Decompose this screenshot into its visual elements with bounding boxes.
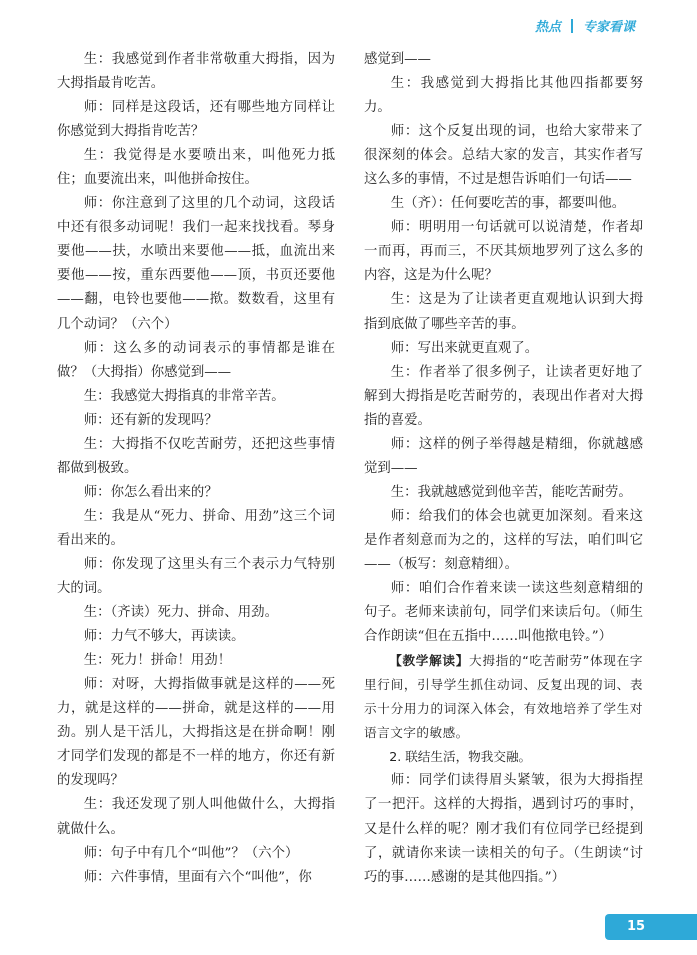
teaching-note — [364, 649, 643, 745]
header-section: 热点 — [534, 20, 561, 35]
paragraph: 师：你注意到了这里的几个动词，这段话中还有很多动词呢！我们一起来找找看。琴身要他——扶，水喷出来要他——抵，血流出来要他——按，重东西要他——顶，书页还要他——翻，电铃也要他——揿。数数看，这里有几个动词？（六个） — [57, 196, 335, 332]
paragraph: 师：还有新的发现吗？ — [83, 412, 218, 428]
paragraph: 生：（齐读）死力、拼命、用劲。 — [83, 605, 278, 621]
paragraph: 生：我感觉到作者非常敬重大拇指，因为大拇指最肯吃苦。 — [57, 52, 335, 92]
paragraph: 生：我感觉到大拇指比其他四指都要努力。 — [364, 76, 643, 116]
paragraph: 师：明明用一句话就可以说清楚，作者却一而再，再而三，不厌其烦地罗列了这么多的内容，这是为什么呢？ — [364, 220, 643, 284]
continued-paragraph: 感觉到—— — [364, 52, 431, 67]
paragraph: 生：我是从“死力、拼命、用劲”这三个词看出来的。 — [57, 508, 335, 548]
paragraph: 师：同样是这段话，还有哪些地方同样让你感觉到大拇指肯吃苦？ — [57, 100, 335, 140]
teaching-note-text: 大拇指的“吃苦耐劳”体现在字里行间，引导学生抓住动词、反复出现的词、表示十分用力的词深入体会，有效地培养了学生对语言文字的敏感。 — [364, 653, 644, 741]
subheading: 2. 联结生活，物我交融。 — [389, 749, 532, 765]
paragraph: 师：这样的例子举得越是精细，你就越感觉到—— — [364, 436, 643, 476]
paragraph: 师：对呀，大拇指做事就是这样的——死力，就是这样的——拼命，就是这样的——用劲。别人是干活儿，大拇指这是在拼命啊！刚才同学们发现的都是不一样的地方，你还有新的发现吗？ — [57, 677, 335, 789]
paragraph: 生（齐）：任何要吃苦的事，都要叫他。 — [390, 196, 626, 212]
paragraph: 生：作者举了很多例子，让读者更好地了解到大拇指是吃苦耐劳的，表现出作者对大拇指的喜爱。 — [364, 364, 643, 428]
paragraph: 生：死力！拼命！用劲！ — [83, 653, 232, 669]
header-separator — [571, 19, 573, 33]
paragraph: 师：同学们读得眉头紧皱，很为大拇指捏了一把汗。这样的大拇指，遇到讨巧的事时，又是什么样的呢？刚才我们有位同学已经提到了，就请你来读一读相关的句子。（生朗读“讨巧的事……感谢的是其他四指。”） — [364, 773, 643, 885]
paragraph: 师：你怎么看出来的？ — [83, 484, 218, 500]
paragraph: 师：你发现了这里头有三个表示力气特别大的词。 — [57, 556, 335, 597]
teaching-note-label: 【教学解读】 — [389, 653, 470, 669]
right-column — [364, 48, 643, 890]
paragraph: 生：我就越感觉到他辛苦，能吃苦耐劳。 — [390, 484, 632, 500]
paragraph: 师：写出来就更直观了。 — [390, 340, 539, 356]
paragraph: 生：我还发现了别人叫他做什么，大拇指就做什么。 — [57, 797, 335, 837]
paragraph: 生：这是为了让读者更直观地认识到大拇指到底做了哪些辛苦的事。 — [364, 292, 643, 332]
paragraph: 师：这么多的动词表示的事情都是谁在做？（大拇指）你感觉到—— — [57, 340, 335, 380]
header-title: 专家看课 — [582, 20, 635, 35]
paragraph: 师：这个反复出现的词，也给大家带来了很深刻的体会。总结大家的发言，其实作者写这么多的事情，不过是想告诉咱们一句话—— — [364, 124, 643, 188]
paragraph: 生：我觉得是水要喷出来，叫他死力抵住；血要流出来，叫他拼命按住。 — [57, 148, 335, 188]
page-header — [535, 16, 635, 35]
paragraph: 师：六件事情，里面有六个“叫他”，你 — [83, 869, 312, 885]
paragraph: 生：我感觉大拇指真的非常辛苦。 — [83, 388, 285, 404]
paragraph: 生：大拇指不仅吃苦耐劳，还把这些事情都做到极致。 — [57, 436, 335, 476]
paragraph: 师：句子中有几个“叫他”？（六个） — [83, 845, 299, 861]
left-column — [57, 48, 335, 890]
paragraph: 师：咱们合作着来读一读这些刻意精细的句子。老师来读前句，同学们来读后句。（师生合作朗读“但在五指中……叫他揿电铃。”） — [364, 581, 643, 645]
paragraph: 师：力气不够大，再读读。 — [83, 629, 245, 645]
paragraph: 师：给我们的体会也就更加深刻。看来这是作者刻意而为之的，这样的写法，咱们叫它——（板写：刻意精细）。 — [364, 508, 643, 572]
page-number: 15 — [605, 914, 697, 940]
